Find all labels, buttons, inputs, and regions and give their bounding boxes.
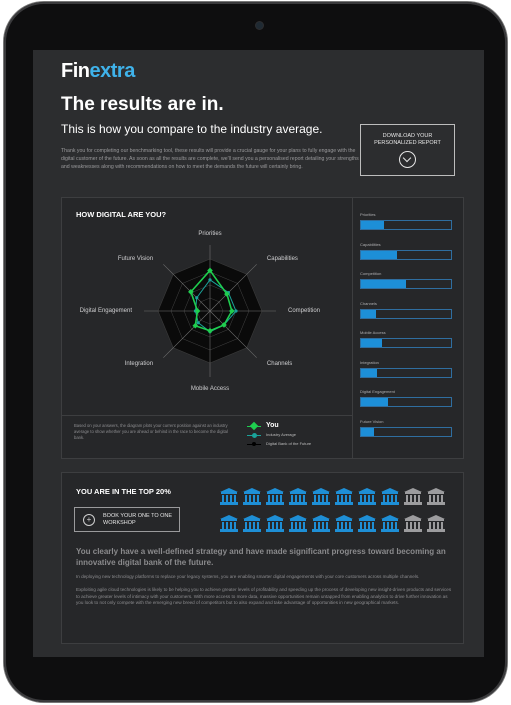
score-bar: [357, 389, 457, 419]
legend-you: [244, 422, 344, 431]
series-point-industry: [195, 296, 198, 299]
score-bar-track: [360, 368, 452, 378]
bank-icon: [289, 515, 307, 532]
top-title: YOU ARE IN THE TOP 20%: [76, 487, 171, 496]
score-bar-label: Future Vision: [360, 418, 384, 424]
camera-icon: [256, 22, 263, 29]
logo-text-fin: Fin: [61, 60, 90, 82]
screen: [33, 50, 484, 657]
intro-text: Thank you for completing our benchmarking tool, these results will provide a crucial gauge for your plans to fully engage with the digital customer of the future. As soon as all the results are complete, we'll send you a personalised report detailing your strengths and weaknesses along with recommendations on how to meet the demands the future will certainly bring.: [61, 148, 359, 170]
bank-icon: [404, 488, 422, 505]
score-bar-fill: [361, 369, 377, 377]
score-bar-label: Competition: [360, 271, 382, 276]
digital-title: HOW DIGITAL ARE YOU?: [76, 210, 167, 219]
score-bar-fill: [361, 339, 382, 347]
score-bar: [357, 330, 457, 360]
bank-icon: [427, 488, 445, 505]
radar-chart: [62, 198, 352, 415]
bank-icon: [220, 515, 238, 532]
score-bar-fill: [361, 251, 397, 259]
download-report-button[interactable]: [360, 124, 455, 176]
page-title: The results are in.: [61, 94, 224, 115]
axis-label: Mobile Access: [190, 386, 230, 392]
score-bar-label: Channels: [360, 300, 377, 306]
bank-icon: [220, 488, 238, 505]
result-paragraph: In deploying new technology platforms to replace your legacy systems, you are enabling smarter digital engagements with your core customers across multiple channels.: [76, 574, 420, 579]
bank-icon: [358, 515, 376, 532]
score-bar-track: [360, 309, 452, 319]
bank-icon: [358, 488, 376, 505]
divider: [352, 198, 353, 458]
score-bar-label: Priorities: [360, 212, 376, 217]
bank-icon: [243, 515, 261, 532]
score-bar-track: [360, 220, 452, 230]
book-workshop-button[interactable]: [74, 507, 180, 532]
score-bar: [357, 271, 457, 301]
score-bar-label: Digital Engagement: [360, 389, 395, 394]
bank-icon: [266, 515, 284, 532]
legend-marker: [252, 442, 256, 446]
chart-explanation: Based on your answers, the diagram plots your current position against an industry average to show whether you are ahead or behind in the race to become the digital bank.: [74, 423, 228, 440]
score-bar: [357, 301, 457, 331]
legend-marker: [252, 433, 257, 438]
legend-industry: [244, 431, 344, 440]
score-bar-label: Mobile Access: [360, 330, 386, 335]
score-bar: [357, 242, 457, 272]
score-bar-label: Integration: [360, 359, 379, 365]
legend-future: [244, 440, 344, 449]
legend-label-future: Digital Bank of the Future: [266, 441, 312, 446]
axis-label: Digital Engagement: [79, 308, 132, 314]
score-bar-fill: [361, 310, 376, 318]
score-bar: [357, 419, 457, 449]
divider: [62, 415, 352, 416]
chart-legend: [244, 422, 344, 449]
bank-icon: [312, 488, 330, 505]
axis-label: Integration: [124, 360, 154, 367]
download-report-label: DOWNLOAD YOUR PERSONALIZED REPORT: [374, 133, 441, 146]
score-bar-fill: [361, 428, 374, 436]
score-bar-fill: [361, 221, 384, 229]
chevron-down-icon: [399, 151, 416, 168]
score-bar-track: [360, 250, 452, 260]
result-paragraph: Exploiting agile cloud technologies is likely to be helping you to achieve greater levels of profitability and speeding up the process of developing new insight-driven products and services to achieve greater levels of intimacy with your customers. With more access to more data, massive opportunities remain untapped from enabling analytics to drive further innovation as you look to not only compete with the emerging new breed of competitors but to also expand and take advantage of opportunities in new geographical markets.: [76, 587, 452, 605]
bank-icon: [381, 488, 399, 505]
score-bar: [357, 212, 457, 242]
axis-label: Competition: [288, 308, 321, 314]
axis-label: Channels: [266, 360, 293, 367]
series-point-industry: [197, 321, 200, 324]
logo-text-extra: extra: [89, 60, 135, 82]
bank-icon: [427, 515, 445, 532]
digital-panel: [61, 197, 464, 459]
score-bar-track: [360, 279, 452, 289]
score-bar-track: [360, 427, 452, 437]
verdict-text: You clearly have a well-defined strategy and have made significant progress toward becoming an innovative digital bank of the future.: [76, 547, 446, 567]
results-panel: [61, 472, 464, 644]
score-bar-fill: [361, 398, 388, 406]
bank-icon: [243, 488, 261, 505]
bank-icon: [266, 488, 284, 505]
series-point-industry: [208, 278, 211, 281]
score-bar-label: Capabilities: [360, 241, 381, 247]
axis-label: Priorities: [198, 231, 222, 237]
bank-icon: [312, 515, 330, 532]
bank-icon: [289, 488, 307, 505]
finextra-logo[interactable]: [61, 60, 135, 83]
page-subtitle: This is how you compare to the industry average.: [61, 122, 323, 136]
bank-icon: [404, 515, 422, 532]
score-bar: [357, 360, 457, 390]
score-bars: [357, 212, 457, 448]
bank-icon: [335, 488, 353, 505]
score-bar-fill: [361, 280, 406, 288]
score-bar-track: [360, 338, 452, 348]
legend-label-you: You: [266, 422, 279, 429]
bank-icon: [381, 515, 399, 532]
book-workshop-label: BOOK YOUR ONE TO ONE WORKSHOP: [103, 513, 173, 526]
axis-label: Future Vision: [117, 256, 154, 263]
legend-label-industry: Industry Average: [266, 432, 296, 437]
tablet-frame: [4, 2, 507, 702]
plus-icon: +: [83, 514, 95, 526]
bank-icon: [335, 515, 353, 532]
series-point-industry: [234, 309, 237, 312]
legend-marker: [250, 422, 258, 430]
axis-label: Capabilities: [266, 256, 298, 263]
score-bar-track: [360, 397, 452, 407]
